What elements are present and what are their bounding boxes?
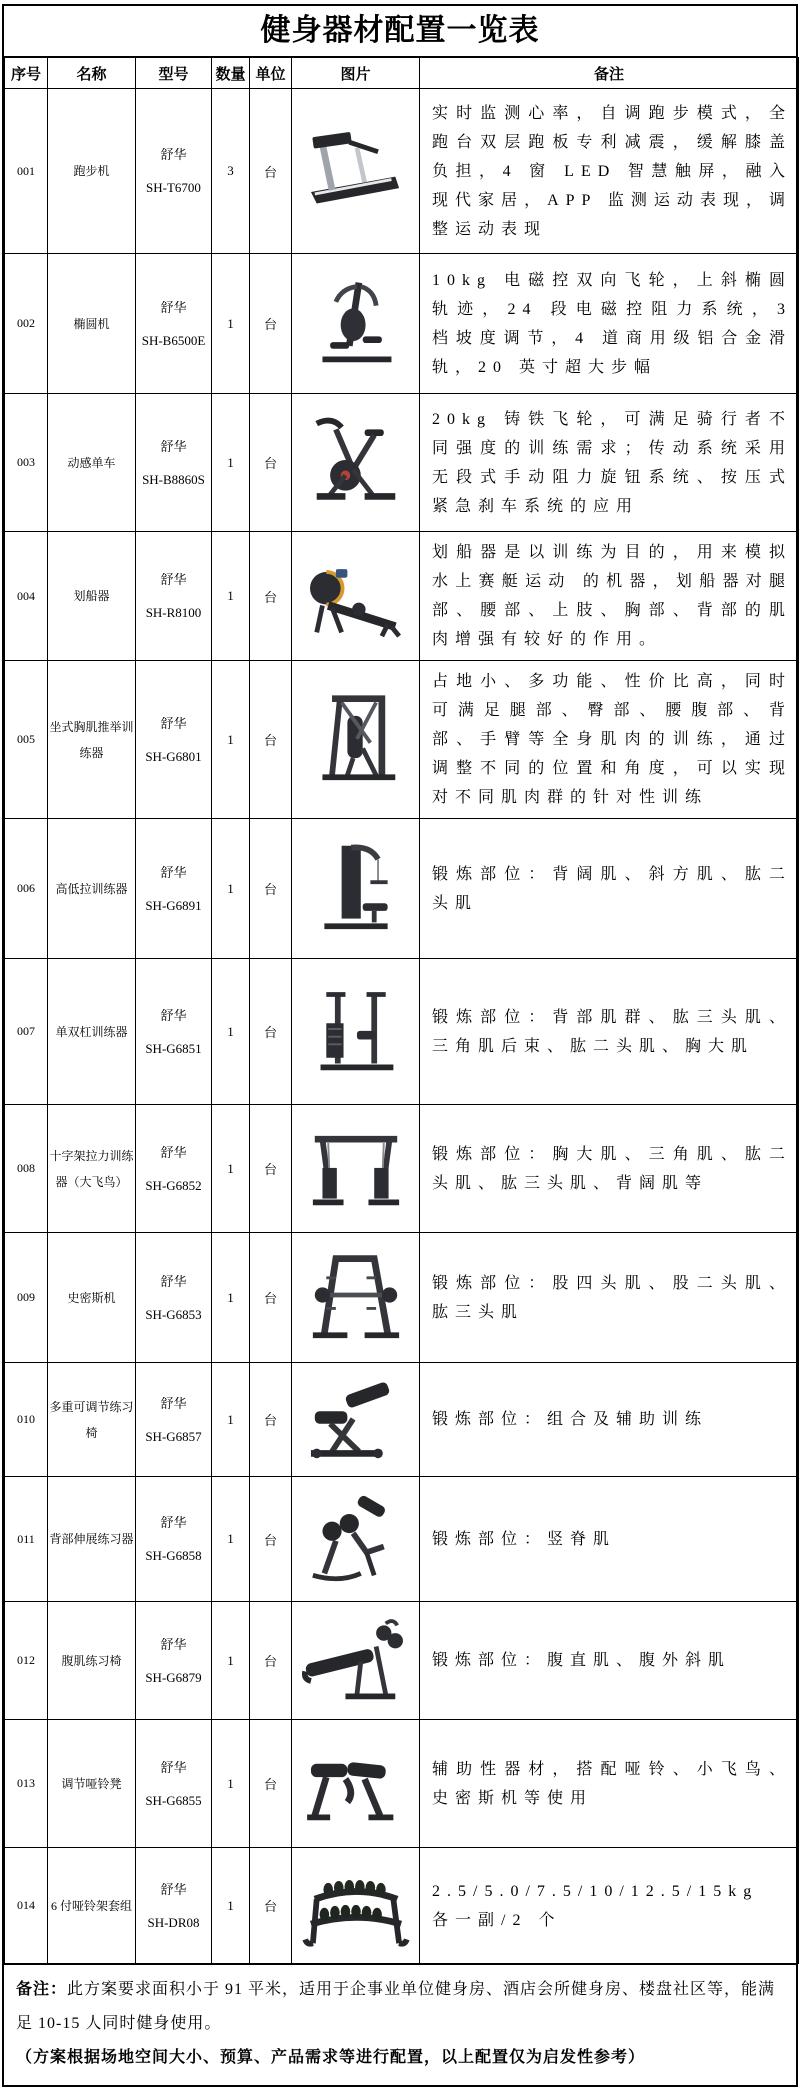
equipment-notes: 锻炼部位：背阔肌、斜方肌、肱二头肌 — [420, 819, 799, 959]
column-header-no: 序号 — [5, 58, 48, 89]
unit-value: 台 — [250, 394, 292, 532]
unit-value: 台 — [250, 89, 292, 254]
equipment-notes: 锻炼部位：胸大肌、三角肌、肱二头肌、肱三头肌、背阔肌等 — [420, 1105, 799, 1233]
row-number: 005 — [5, 661, 48, 819]
adjustable-bench-photo — [301, 1371, 411, 1463]
quantity-value: 1 — [212, 1363, 250, 1477]
quantity-value: 1 — [212, 1720, 250, 1848]
equipment-notes: 10kg 电磁控双向飞轮，上斜椭圆轨迹，24 段电磁控阻力系统，3 档坡度调节，4 道商用级铝合金滑轨，20 英寸超大步幅 — [420, 254, 799, 394]
lat-pulldown-photo — [301, 840, 411, 932]
unit-value: 台 — [250, 254, 292, 394]
smith-machine-photo — [301, 1249, 411, 1341]
row-number: 014 — [5, 1848, 48, 1964]
rowing-machine-photo — [301, 548, 411, 640]
row-number: 009 — [5, 1233, 48, 1363]
table-row — [5, 1363, 799, 1477]
model-label: SH-G6852 — [145, 1177, 202, 1193]
table-row — [5, 1233, 799, 1363]
equipment-name: 腹肌练习椅 — [48, 1602, 136, 1720]
brand-label: 舒华 — [160, 147, 187, 162]
equipment-photo-cell — [292, 959, 420, 1105]
spin-bike-photo — [301, 414, 411, 506]
model-label: SH-T6700 — [146, 180, 201, 195]
equipment-photo-cell — [292, 394, 420, 532]
equipment-photo-cell — [292, 1720, 420, 1848]
row-number: 010 — [5, 1363, 48, 1477]
back-extension-photo — [301, 1491, 411, 1583]
equipment-photo-cell — [292, 1477, 420, 1602]
unit-value: 台 — [250, 1363, 292, 1477]
brand-label: 舒华 — [160, 299, 187, 315]
unit-value: 台 — [250, 661, 292, 819]
page-title: 健身器材配置一览表 — [4, 6, 796, 57]
ab-bench-photo — [301, 1612, 411, 1704]
row-number: 006 — [5, 819, 48, 959]
row-number: 003 — [5, 394, 48, 532]
equipment-notes: 占地小、多功能、性价比高，同时可满足腿部、臀部、腰腹部、背部、手臂等全身肌肉的训练，通过调整不同的位置和角度，可以实现对不同肌肉群的针对性训练 — [420, 661, 799, 819]
equipment-notes: 锻炼部位：背部肌群、肱三头肌、三角肌后束、肱二头肌、胸大肌 — [420, 959, 799, 1105]
brand-label: 舒华 — [160, 1759, 187, 1775]
equipment-name: 划船器 — [48, 532, 136, 661]
equipment-config-sheet — [2, 4, 798, 2087]
brand-label: 舒华 — [160, 1144, 187, 1160]
equipment-photo-cell — [292, 532, 420, 661]
equipment-notes: 2.5/5.0/7.5/10/12.5/15kg 各一副/2 个 — [420, 1848, 799, 1964]
quantity-value: 1 — [212, 1602, 250, 1720]
equipment-notes: 锻炼部位：腹直肌、腹外斜肌 — [420, 1602, 799, 1720]
equipment-name: 坐式胸肌推举训练器 — [48, 661, 136, 819]
model-label: SH-G6857 — [145, 1428, 202, 1444]
equipment-photo-cell — [292, 89, 420, 254]
equipment-notes: 20kg 铸铁飞轮，可满足骑行者不同强度的训练需求；传动系统采用无段式手动阻力旋钮系统、按压式紧急刹车系统的应用 — [420, 394, 799, 532]
equipment-table — [4, 57, 799, 1964]
unit-value: 台 — [250, 959, 292, 1105]
equipment-model — [136, 1602, 212, 1720]
quantity-value: 1 — [212, 394, 250, 532]
row-number: 001 — [5, 89, 48, 254]
row-number: 002 — [5, 254, 48, 394]
brand-label: 舒华 — [160, 1636, 187, 1652]
brand-label: 舒华 — [160, 1515, 187, 1530]
model-label: SH-B6500E — [141, 332, 206, 348]
model-label: SH-G6851 — [145, 1040, 202, 1056]
row-number: 004 — [5, 532, 48, 661]
unit-value: 台 — [250, 1477, 292, 1602]
row-number: 008 — [5, 1105, 48, 1233]
equipment-model — [136, 959, 212, 1105]
brand-label: 舒华 — [160, 864, 187, 880]
equipment-name: 背部伸展练习器 — [48, 1477, 136, 1602]
column-header-name: 名称 — [48, 58, 136, 89]
model-label: SH-G6879 — [145, 1669, 202, 1685]
unit-value: 台 — [250, 1233, 292, 1363]
column-header-unit: 单位 — [250, 58, 292, 89]
model-label: SH-G6855 — [145, 1792, 202, 1808]
model-label: SH-B8860S — [142, 471, 205, 487]
model-label: SH-G6891 — [145, 897, 202, 913]
table-row — [5, 1720, 799, 1848]
brand-label: 舒华 — [160, 572, 187, 587]
elliptical-photo — [301, 275, 411, 367]
equipment-name: 史密斯机 — [48, 1233, 136, 1363]
unit-value: 台 — [250, 1602, 292, 1720]
model-label: SH-G6853 — [145, 1306, 202, 1322]
model-label: SH-DR08 — [147, 1914, 200, 1930]
footer-text: 此方案要求面积小于 91 平米，适用于企事业单位健身房、酒店会所健身房、楼盘社区等，能满足 10-15 人同时健身使用。 — [16, 1981, 776, 2032]
equipment-notes: 锻炼部位：竖脊肌 — [420, 1477, 799, 1602]
equipment-photo-cell — [292, 1105, 420, 1233]
quantity-value: 3 — [212, 89, 250, 254]
equipment-name: 多重可调节练习椅 — [48, 1363, 136, 1477]
quantity-value: 1 — [212, 1477, 250, 1602]
equipment-photo-cell — [292, 254, 420, 394]
brand-label: 舒华 — [160, 1007, 187, 1023]
equipment-photo-cell — [292, 1602, 420, 1720]
cable-crossover-photo — [301, 1120, 411, 1212]
dumbbell-rack-photo — [301, 1857, 411, 1949]
equipment-model — [136, 1720, 212, 1848]
quantity-value: 1 — [212, 532, 250, 661]
column-header-model: 型号 — [136, 58, 212, 89]
footer-note — [4, 1964, 796, 2085]
equipment-name: 椭圆机 — [48, 254, 136, 394]
equipment-notes: 划船器是以训练为目的，用来模拟水上赛艇运动 的机器，划船器对腿部、腰部、上肢、胸部、背部的肌 肉增强有较好的作用。 — [420, 532, 799, 661]
equipment-name: 高低拉训练器 — [48, 819, 136, 959]
equipment-model — [136, 1477, 212, 1602]
brand-label: 舒华 — [160, 1273, 187, 1289]
table-row — [5, 1848, 799, 1964]
equipment-name: 十字架拉力训练器（大飞鸟） — [48, 1105, 136, 1233]
unit-value: 台 — [250, 1720, 292, 1848]
equipment-model — [136, 1848, 212, 1964]
table-row — [5, 532, 799, 661]
table-row — [5, 1477, 799, 1602]
quantity-value: 1 — [212, 1233, 250, 1363]
unit-value: 台 — [250, 819, 292, 959]
equipment-notes: 锻炼部位：股四头肌、股二头肌、肱三头肌 — [420, 1233, 799, 1363]
table-row — [5, 1105, 799, 1233]
equipment-model — [136, 661, 212, 819]
table-row — [5, 1602, 799, 1720]
brand-label: 舒华 — [160, 438, 187, 454]
equipment-name: 跑步机 — [48, 89, 136, 254]
dumbbell-bench-photo — [301, 1735, 411, 1827]
table-row — [5, 89, 799, 254]
column-header-qty: 数量 — [212, 58, 250, 89]
equipment-model — [136, 532, 212, 661]
equipment-model — [136, 1233, 212, 1363]
unit-value: 台 — [250, 532, 292, 661]
unit-value: 台 — [250, 1848, 292, 1964]
table-row — [5, 394, 799, 532]
equipment-notes: 辅助性器材，搭配哑铃、小飞鸟、史密斯机等使用 — [420, 1720, 799, 1848]
quantity-value: 1 — [212, 1105, 250, 1233]
equipment-photo-cell — [292, 661, 420, 819]
table-row — [5, 254, 799, 394]
table-header-row — [5, 58, 799, 89]
equipment-model — [136, 89, 212, 254]
model-label: SH-G6801 — [145, 748, 202, 764]
equipment-notes: 实时监测心率，自调跑步模式，全跑台双层跑板专利减震，缓解膝盖负担，4 窗 LED 智慧触屏，融入现代家居，APP 监测运动表现，调整运动表现 — [420, 89, 799, 254]
row-number: 011 — [5, 1477, 48, 1602]
table-row — [5, 959, 799, 1105]
brand-label: 舒华 — [160, 1395, 187, 1411]
row-number: 007 — [5, 959, 48, 1105]
brand-label: 舒华 — [160, 1881, 187, 1897]
quantity-value: 1 — [212, 254, 250, 394]
footer-label: 备注： — [16, 1981, 68, 1998]
equipment-model — [136, 394, 212, 532]
column-header-photo: 图片 — [292, 58, 420, 89]
equipment-name: 动感单车 — [48, 394, 136, 532]
table-row — [5, 819, 799, 959]
model-label: SH-R8100 — [145, 605, 202, 620]
chest-press-photo — [301, 691, 411, 783]
equipment-photo-cell — [292, 1848, 420, 1964]
quantity-value: 1 — [212, 819, 250, 959]
quantity-value: 1 — [212, 959, 250, 1105]
equipment-photo-cell — [292, 1363, 420, 1477]
brand-label: 舒华 — [160, 715, 187, 731]
quantity-value: 1 — [212, 1848, 250, 1964]
equipment-model — [136, 1363, 212, 1477]
equipment-model — [136, 1105, 212, 1233]
equipment-model — [136, 254, 212, 394]
column-header-notes: 备注 — [420, 58, 799, 89]
treadmill-photo — [301, 123, 411, 215]
equipment-photo-cell — [292, 819, 420, 959]
footer-line2: （方案根据场地空间大小、预算、产品需求等进行配置，以上配置仅为启发性参考） — [16, 2049, 646, 2066]
equipment-name: 调节哑铃凳 — [48, 1720, 136, 1848]
equipment-photo-cell — [292, 1233, 420, 1363]
model-label: SH-G6858 — [145, 1548, 202, 1563]
quantity-value: 1 — [212, 661, 250, 819]
equipment-notes: 锻炼部位：组合及辅助训练 — [420, 1363, 799, 1477]
unit-value: 台 — [250, 1105, 292, 1233]
equipment-name: 6 付哑铃架套组 — [48, 1848, 136, 1964]
dip-station-photo — [301, 983, 411, 1075]
row-number: 013 — [5, 1720, 48, 1848]
row-number: 012 — [5, 1602, 48, 1720]
equipment-model — [136, 819, 212, 959]
table-row — [5, 661, 799, 819]
footer-line1 — [16, 1973, 784, 2041]
equipment-name: 单双杠训练器 — [48, 959, 136, 1105]
